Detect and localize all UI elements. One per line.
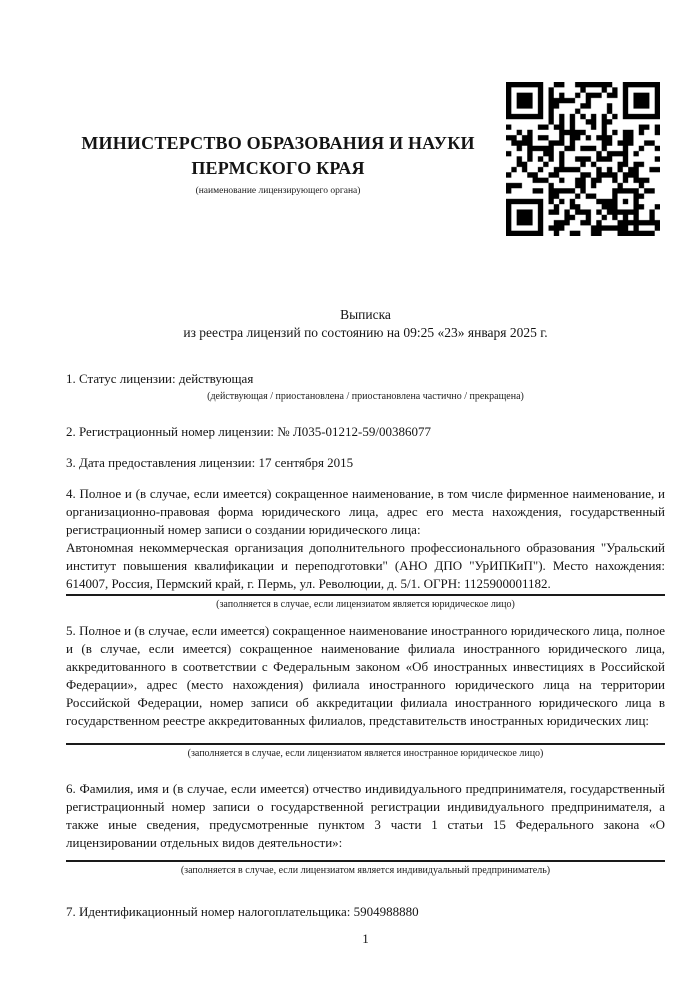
- legal-entity-value: Автономная некоммерческая организация дополнительного профессионального образования "Уральский институт повышения квалификации и переподготовки" (АНО ДПО "УрИПКиП"). Место нахождения: 614007, Россия, Пермский край, г. Пермь, ул. Революции, д. 5/1. ОГРН: 1125900001182.: [66, 540, 665, 591]
- taxpayer-number-text: 7. Идентификационный номер налогоплательщика: 5904988880: [66, 904, 419, 919]
- item-5-foreign-entity-info: [66, 622, 665, 760]
- page-number: 1: [362, 931, 369, 946]
- individual-entrepreneur-field-caption: (заполняется в случае, если лицензиатом является индивидуальный предприниматель): [180, 865, 551, 876]
- document-title-line1: Выписка: [340, 307, 391, 322]
- item-6-individual-entrepreneur-info: [66, 780, 665, 877]
- license-grant-date-text: 3. Дата предоставления лицензии: 17 сентября 2015: [66, 455, 354, 470]
- foreign-entity-statement: 5. Полное и (в случае, если имеется) сокращенное наименование иностранного юридического лица, полное и (в случае, если имеется) сокращенное наименование филиала иностранного юридического лица, аккредитованного в соответствии с Федеральным законом «Об иностранных инвестициях в Российской Федерации», адрес (место нахождения) филиала иностранного юридического лица на территории Российской Федерации, номер записи об аккредитации филиала иностранного юридического лица в государственном реестре аккредитованных филиалов, представительств иностранных юридических лиц:: [66, 623, 665, 728]
- registration-number-text: 2. Регистрационный номер лицензии: № Л035-01212-59/00386077: [66, 424, 432, 439]
- item-3-license-grant-date: [66, 454, 665, 472]
- item-4-legal-entity-info: [66, 485, 665, 611]
- legal-entity-field-caption: (заполняется в случае, если лицензиатом является юридическое лицо): [216, 599, 515, 610]
- ministry-name-line2: ПЕРМСКОГО КРАЯ: [191, 158, 365, 178]
- item-2-registration-number: [66, 423, 665, 441]
- licensing-authority-caption: (наименование лицензирующего органа): [195, 186, 361, 196]
- license-status-options-caption: (действующая / приостановлена / приостановлена частично / прекращена): [207, 391, 524, 402]
- licensing-authority-header: [66, 131, 490, 197]
- foreign-entity-blank-field-line: [66, 743, 665, 745]
- ministry-name-line1: МИНИСТЕРСТВО ОБРАЗОВАНИЯ И НАУКИ: [81, 133, 475, 153]
- qr-code-icon: [506, 82, 660, 236]
- foreign-entity-field-caption: (заполняется в случае, если лицензиатом является иностранное юридическое лицо): [187, 748, 544, 759]
- legal-entity-field-line: [66, 594, 665, 596]
- item-1-license-status: [66, 370, 665, 403]
- license-status-text: 1. Статус лицензии: действующая: [66, 371, 254, 386]
- individual-entrepreneur-statement: 6. Фамилия, имя и (в случае, если имеется) отчество индивидуального предпринимателя, государственный регистрационный номер записи о государственной регистрации индивидуального предпринимателя, а также иные сведения, предусмотренные пунктом 3 части 1 статьи 15 Федерального закона «О лицензировании отдельных видов деятельности»:: [66, 781, 665, 850]
- item-7-taxpayer-number: [66, 903, 665, 921]
- individual-entrepreneur-blank-field-line: [66, 860, 665, 862]
- document-title: [66, 306, 665, 342]
- legal-entity-statement: 4. Полное и (в случае, если имеется) сокращенное наименование, в том числе фирменное наименование, и организационно-правовая форма юридического лица, адрес его места нахождения, государственный регистрационный номер записи о создании юридического лица:: [66, 486, 665, 537]
- document-title-line2: из реестра лицензий по состоянию на 09:25 «23» января 2025 г.: [183, 325, 548, 340]
